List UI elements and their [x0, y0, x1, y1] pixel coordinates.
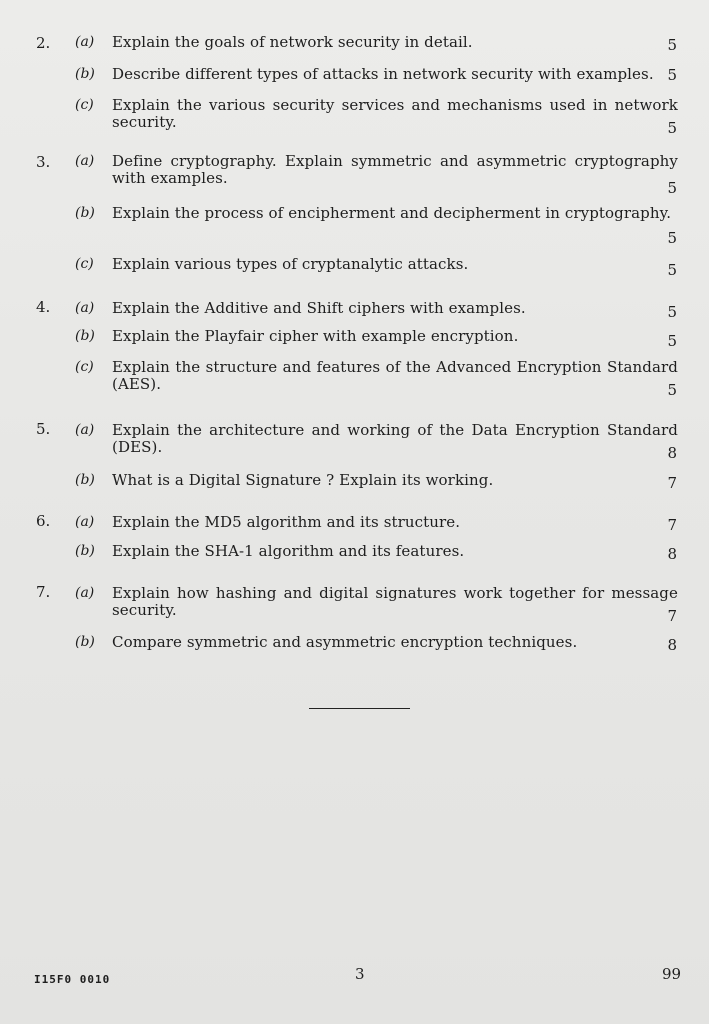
part-marks: 5 [667, 303, 677, 321]
part-text: Explain the MD5 algorithm and its structure. [112, 513, 461, 531]
part-label: (a) [75, 514, 95, 530]
part-marks: 5 [667, 66, 677, 84]
part-label: (c) [75, 256, 94, 272]
part-text: Explain the Additive and Shift ciphers with examples. [112, 299, 526, 317]
part-text: Explain the various security services and mechanisms used in network security. [112, 96, 678, 131]
paper-code: I15F0 0010 [34, 973, 111, 986]
part-text: Explain the goals of network security in detail. [112, 33, 473, 51]
part-marks: 5 [667, 36, 677, 54]
part-marks: 5 [667, 229, 677, 247]
part-label: (b) [75, 205, 95, 221]
page-number: 3 [355, 965, 365, 983]
part-text: Explain various types of cryptanalytic attacks. [112, 255, 469, 273]
part-label: (b) [75, 328, 95, 344]
part-label: (b) [75, 634, 95, 650]
part-label: (b) [75, 543, 95, 559]
footer-number: 99 [662, 965, 682, 983]
part-label: (c) [75, 97, 94, 113]
part-marks: 5 [667, 381, 677, 399]
question-number: 7. [36, 583, 51, 601]
part-marks: 7 [667, 516, 677, 534]
part-label: (a) [75, 34, 95, 50]
part-marks: 5 [667, 179, 677, 197]
part-marks: 5 [667, 332, 677, 350]
question-number: 2. [36, 34, 51, 52]
part-marks: 7 [667, 474, 677, 492]
question-number: 5. [36, 420, 51, 438]
part-marks: 5 [667, 119, 677, 137]
part-marks: 5 [667, 261, 677, 279]
part-marks: 8 [667, 444, 677, 462]
part-text: Explain how hashing and digital signatures work together for message security. [112, 584, 678, 619]
part-label: (c) [75, 359, 94, 375]
question-number: 6. [36, 512, 51, 530]
part-text: Explain the structure and features of the Advanced Encryption Standard (AES). [112, 358, 678, 393]
part-label: (b) [75, 66, 95, 82]
part-text: Explain the SHA-1 algorithm and its features. [112, 542, 465, 560]
part-label: (a) [75, 422, 95, 438]
part-marks: 8 [667, 545, 677, 563]
part-marks: 8 [667, 636, 677, 654]
end-divider [309, 708, 410, 709]
question-number: 3. [36, 153, 51, 171]
part-text: What is a Digital Signature ? Explain its working. [112, 471, 494, 489]
part-label: (a) [75, 300, 95, 316]
part-text: Compare symmetric and asymmetric encryption techniques. [112, 633, 578, 651]
part-text: Describe different types of attacks in network security with examples. [112, 65, 654, 83]
part-text: Explain the Playfair cipher with example encryption. [112, 327, 519, 345]
question-number: 4. [36, 298, 51, 316]
part-label: (a) [75, 585, 95, 601]
part-label: (a) [75, 153, 95, 169]
part-text: Explain the process of encipherment and decipherment in cryptography. [112, 204, 672, 222]
part-text: Explain the architecture and working of the Data Encryption Standard (DES). [112, 421, 678, 456]
part-marks: 7 [667, 607, 677, 625]
part-text: Define cryptography. Explain symmetric and asymmetric cryptography with examples. [112, 152, 678, 187]
part-label: (b) [75, 472, 95, 488]
